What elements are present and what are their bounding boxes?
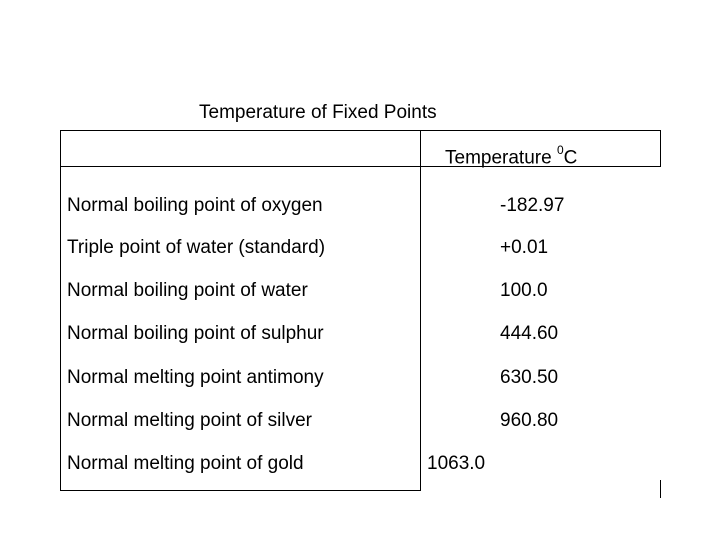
table-row-point-5: Normal melting point antimony <box>67 367 324 388</box>
table-top-border <box>60 130 661 131</box>
temperature-column-header <box>445 145 577 169</box>
table-row-temperature-4: 444.60 <box>500 323 559 344</box>
table-row-temperature-7: 1063.0 <box>427 453 486 474</box>
temperature-header-text: Temperature <box>445 147 557 169</box>
degree-superscript: 0 <box>556 143 564 157</box>
table-right-tick <box>660 480 661 498</box>
table-row-point-4: Normal boiling point of sulphur <box>67 323 324 344</box>
table-bottom-border <box>60 490 420 491</box>
table-row-temperature-3: 100.0 <box>500 280 548 301</box>
column-divider <box>420 130 421 491</box>
table-row-temperature-1: -182.97 <box>500 195 565 216</box>
table-row-point-2: Triple point of water (standard) <box>67 237 326 258</box>
temperature-unit: C <box>563 147 578 169</box>
page-title: Temperature of Fixed Points <box>199 102 437 123</box>
table-left-border <box>60 130 61 491</box>
table-row-temperature-2: +0.01 <box>500 237 549 258</box>
table-right-border <box>660 130 661 167</box>
table-row-point-1: Normal boiling point of oxygen <box>67 195 323 216</box>
table-row-temperature-5: 630.50 <box>500 367 559 388</box>
table-row-point-7: Normal melting point of gold <box>67 453 304 474</box>
fixed-points-table <box>60 130 660 490</box>
table-row-point-3: Normal boiling point of water <box>67 280 308 301</box>
table-row-temperature-6: 960.80 <box>500 410 559 431</box>
table-row-point-6: Normal melting point of silver <box>67 410 312 431</box>
